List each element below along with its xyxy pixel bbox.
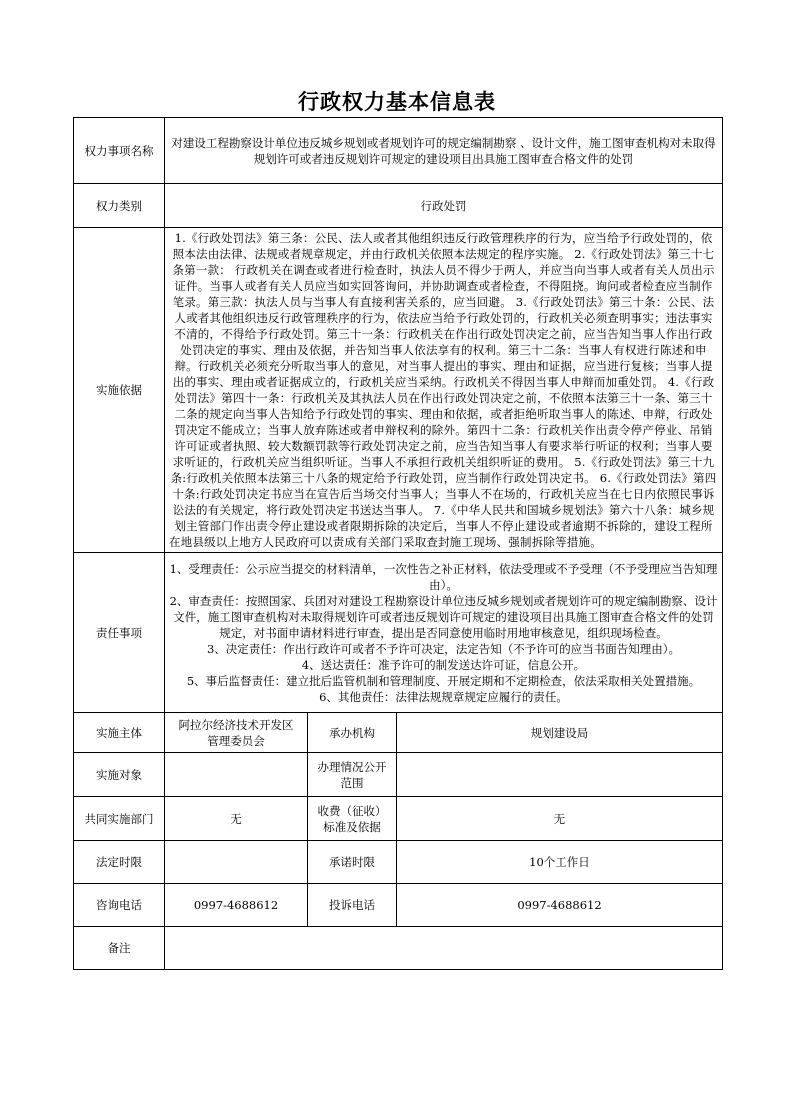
legal-time-limit-label: 法定时限: [74, 841, 165, 884]
responsibility-item: 1、受理责任：公示应当提交的材料清单，一次性告之补正材料，依法受理或不予受理（不予受理应当告知理由）。: [169, 561, 718, 592]
row-power-name: [74, 118, 723, 184]
consult-phone-value: 0997-4688612: [165, 884, 308, 927]
subject-label: 实施主体: [74, 713, 165, 753]
responsibility-item: 6、其他责任：法律法规规章规定应履行的责任。: [319, 689, 568, 704]
info-table: [73, 117, 723, 970]
disclosure-scope-label: 办理情况公开范围: [308, 753, 397, 797]
fee-basis-value: 无: [397, 797, 723, 841]
power-type-label: 权力类别: [74, 184, 165, 228]
joint-dept-label: 共同实施部门: [74, 797, 165, 841]
consult-phone-label: 咨询电话: [74, 884, 165, 927]
complaint-phone-label: 投诉电话: [308, 884, 397, 927]
object-label: 实施对象: [74, 753, 165, 797]
responsibility-value: [165, 553, 723, 713]
row-remark: [74, 927, 723, 970]
basis-label: 实施依据: [74, 228, 165, 553]
promised-time-limit-label: 承诺时限: [308, 841, 397, 884]
promised-time-limit-value: 10个工作日: [397, 841, 723, 884]
responsibility-item: 2、审查责任：按照国家、兵团对对建设工程勘察设计单位违反城乡规划或者规划许可的规定编制勘察、设计文件，施工图审查机构对未取得规划许可或者违反规划许可规定的建设项目出具施工图审查合格文件的处罚规定，对书面申请材料进行审查，提出是否同意使用临时用地审核意见，组织现场检查。: [169, 593, 718, 640]
row-subject: [74, 713, 723, 753]
row-dept: [74, 797, 723, 841]
responsibility-item: 4、送达责任：准予许可的制发送达许可证，信息公开。: [301, 657, 586, 672]
power-name-label: 权力事项名称: [74, 118, 165, 184]
responsibility-item: 5、事后监督责任：建立批后监管机制和管理制度、开展定期和不定期检查，依法采取相关处置措施。: [186, 673, 701, 688]
row-responsibility: [74, 553, 723, 713]
subject-value: 阿拉尔经济技术开发区管理委员会: [165, 713, 308, 753]
remark-value: [165, 927, 723, 970]
responsibility-label: 责任事项: [74, 553, 165, 713]
power-type-value: 行政处罚: [165, 184, 723, 228]
basis-value: 1.《行政处罚法》第三条：公民、法人或者其他组织违反行政管理秩序的行为，应当给予行政处罚的，依照本法由法律、法规或者规章规定，并由行政机关依照本法规定的程序实施。 2.《行政处罚法》第三十七条第一款： 行政机关在调查或者进行检查时，执法人员不得少于两人，并应当向当事人或者有关人员出示证件。当事人或者有关人员应当如实回答询问，并协助调查或者检查，不得阻挠。询问或者检查应当制作笔录。第三款：执法人员与当事人有直接利害关系的，应当回避。 3.《行政处罚法》第三十条：公民、法人或者其他组织违反行政管理秩序的行为，依法应当给予行政处罚的，行政机关必须查明事实；违法事实不清的，不得给予行政处罚。第三十一条：行政机关在作出行政处罚决定之前，应当告知当事人作出行政处罚决定的事实、理由及依据，并告知当事人依法享有的权利。第三十二条：当事人有权进行陈述和申辩。行政机关必须充分听取当事人的意见，对当事人提出的事实、理由和证据，应当进行复核；当事人提出的事实、理由或者证据成立的，行政机关应当采纳。行政机关不得因当事人申辩而加重处罚。 4.《行政处罚法》第四十一条：行政机关及其执法人员在作出行政处罚决定之前，不依照本法第三十一条、第三十二条的规定向当事人告知给予行政处罚的事实、理由和依据，或者拒绝听取当事人的陈述、申辩，行政处罚决定不能成立；当事人放弃陈述或者申辩权利的除外。第四十二条：行政机关作出责令停产停业、吊销许可证或者执照、较大数额罚款等行政处罚决定之前，应当告知当事人有要求举行听证的权利；当事人要求听证的，行政机关应当组织听证。当事人不承担行政机关组织听证的费用。 5.《行政处罚法》第三十九条:行政机关依照本法第三十八条的规定给予行政处罚，应当制作行政处罚决定书。 6.《行政处罚法》第四十条:行政处罚决定书应当在宣告后当场交付当事人；当事人不在场的，行政机关应当在七日内依照民事诉讼法的有关规定，将行政处罚决定书送达当事人。 7.《中华人民共和国城乡规划法》第六十八条：城乡规划主管部门作出责令停止建设或者限期拆除的决定后，当事人不停止建设或者逾期不拆除的，建设工程所在地县级以上地方人民政府可以责成有关部门采取查封施工现场、强制拆除等措施。: [165, 228, 723, 553]
row-power-type: [74, 184, 723, 228]
joint-dept-value: 无: [165, 797, 308, 841]
disclosure-scope-value: [397, 753, 723, 797]
row-phone: [74, 884, 723, 927]
responsibility-item: 3、决定责任：作出行政许可或者不予许可决定，法定告知（不予许可的应当书面告知理由）。: [206, 641, 681, 656]
handling-agency-value: 规划建设局: [397, 713, 723, 753]
remark-label: 备注: [74, 927, 165, 970]
row-time-limit: [74, 841, 723, 884]
legal-time-limit-value: [165, 841, 308, 884]
power-name-value: 对建设工程勘察设计单位违反城乡规划或者规划许可的规定编制勘察 、设计文件，施工图审查机构对未取得规划许可或者违反规划许可规定的建设项目出具施工图审查合格文件的处罚: [165, 118, 723, 184]
row-object: [74, 753, 723, 797]
row-basis: [74, 228, 723, 553]
complaint-phone-value: 0997-4688612: [397, 884, 723, 927]
fee-basis-label: 收费（征收）标准及依据: [308, 797, 397, 841]
handling-agency-label: 承办机构: [308, 713, 397, 753]
object-value: [165, 753, 308, 797]
page-title: 行政权力基本信息表: [298, 89, 496, 114]
